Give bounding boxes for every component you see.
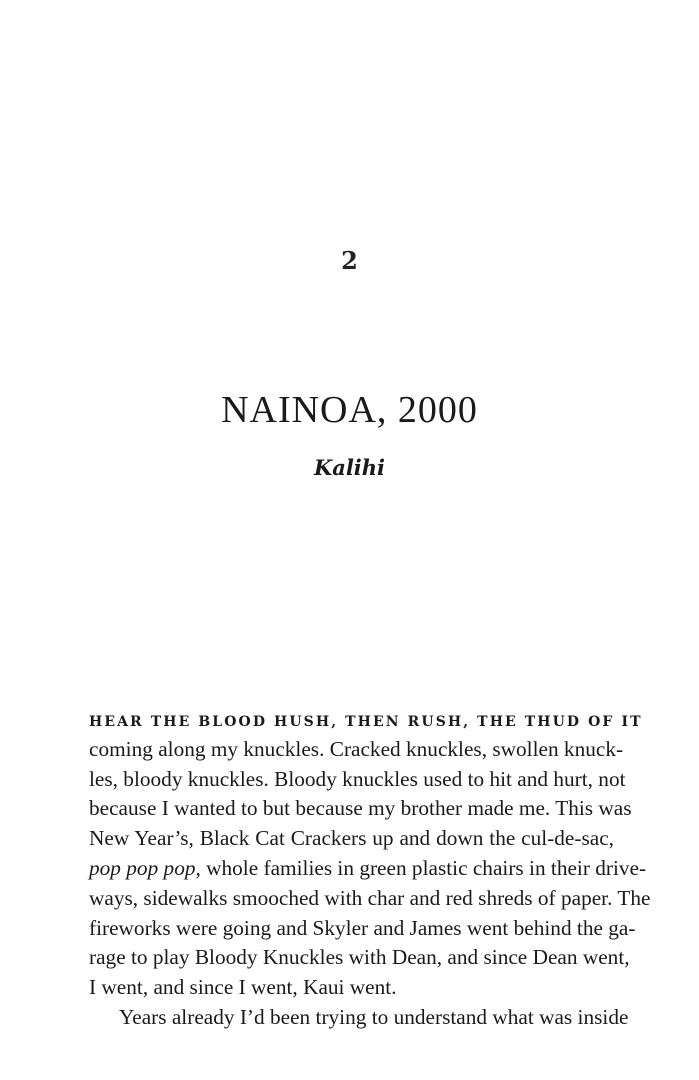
body-line-3: les, bloody knuckles. Bloody knuckles used to hit and hurt, not xyxy=(89,766,626,791)
chapter-subtitle: Kalihi xyxy=(313,455,386,480)
body-line-6-rest: , whole families in green plastic chairs in their drive- xyxy=(195,855,647,880)
body-line-1 xyxy=(89,705,643,735)
body-text xyxy=(89,705,651,1033)
body-line-7: ways, sidewalks smooched with char and red shreds of paper. The xyxy=(89,885,651,910)
body-line-2: coming along my knuckles. Cracked knuckles, swollen knuck- xyxy=(89,736,624,761)
chapter-number: 2 xyxy=(341,246,358,275)
body-line-6 xyxy=(89,854,647,884)
body-line-9: rage to play Bloody Knuckles with Dean, and since Dean went, xyxy=(89,945,630,970)
body-line-4: because I wanted to but because my brother made me. This was xyxy=(89,796,632,821)
body-line-11: Years already I’d been trying to understand what was inside xyxy=(119,1004,629,1029)
body-line-5: New Year’s, Black Cat Crackers up and down the cul-de-sac, xyxy=(89,826,614,851)
opening-smallcaps: HEAR THE BLOOD HUSH, THEN RUSH, THE THUD OF IT xyxy=(89,714,643,730)
chapter-title: NAINOA, 2000 xyxy=(221,389,478,431)
body-line-10: I went, and since I went, Kaui went. xyxy=(89,975,397,1000)
body-line-8: fireworks were going and Skyler and James went behind the ga- xyxy=(89,915,636,940)
italic-phrase: pop pop pop xyxy=(89,855,196,880)
